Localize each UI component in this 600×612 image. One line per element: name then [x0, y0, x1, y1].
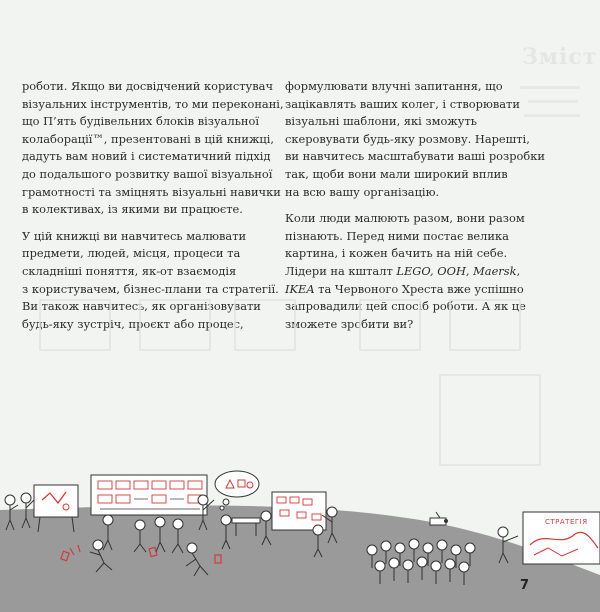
text-line: запровадили цей спосіб роботи. А як це [285, 299, 526, 314]
whiteboard-notes [272, 492, 326, 530]
thought-bubble [215, 471, 259, 510]
text-line: дадуть вам новий і систематичний підхід [22, 149, 271, 164]
text-line: формулювати влучні запитання, що [285, 79, 503, 93]
text-line: скеровувати будь-яку розмову. Нарешті, [285, 131, 530, 146]
strategy-board [523, 512, 600, 564]
text-line: будь-яку зустріч, проєкт або процес, [22, 316, 244, 331]
text-line: ви навчитесь масштабувати ваші розробки [285, 149, 545, 164]
text-line: роботи. Якщо ви досвідчений користувач [22, 79, 273, 93]
text-line: картина, і кожен бачить на ній себе. [285, 246, 508, 261]
text-line: що П’ять будівельних блоків візуальної [22, 114, 260, 129]
text-line: до подальшого розвитку вашої візуальної [22, 166, 273, 181]
whiteboard-grid [91, 475, 207, 515]
brand-name: IKEA [285, 281, 315, 296]
text-line: з користувачем, бізнес-плани та стратегії. [22, 281, 279, 296]
text-line: в колективах, із якими ви працюєте. [22, 202, 243, 217]
ghost-sketches [40, 300, 540, 465]
ghost-heading: Зміст [522, 44, 598, 70]
text-segment: та Червоного Хреста вже успішно [314, 281, 524, 296]
text-line: колаборації™, презентовані в цій книжці, [22, 131, 275, 146]
text-line: предмети, людей, місця, процеси та [22, 246, 241, 261]
text-line: У цій книжці ви навчитесь малювати [22, 228, 247, 243]
text-line: складніші поняття, як-от взаємодія [22, 263, 237, 278]
text-line: зацікавлять ваших колег, і створювати [285, 96, 520, 111]
text-segment: Лідери на кшталт [285, 263, 397, 278]
text-line: Коли люди малюють разом, вони разом [285, 211, 525, 226]
text-line: Ви також навчитесь, як організовувати [22, 299, 261, 314]
page-number: 7 [519, 578, 529, 593]
text-line: на всю вашу організацію. [285, 184, 440, 199]
strategy-board-title: СТРАТЕГІЯ [545, 518, 588, 526]
brand-names: LEGO, OOH, Maersk, [396, 263, 521, 278]
text-line: так, щоби вони мали широкий вплив [285, 166, 508, 181]
projector [430, 512, 448, 525]
text-line: зможете зробити ви? [285, 316, 414, 331]
text-line: грамотності та зміцнять візуальні навички [22, 184, 281, 199]
text-line: візуальні шаблони, які зможуть [285, 114, 477, 129]
text-line: візуальних інструментів, то ми переконані, [22, 96, 284, 111]
text-line: пізнають. Перед ними постає велика [285, 228, 509, 243]
